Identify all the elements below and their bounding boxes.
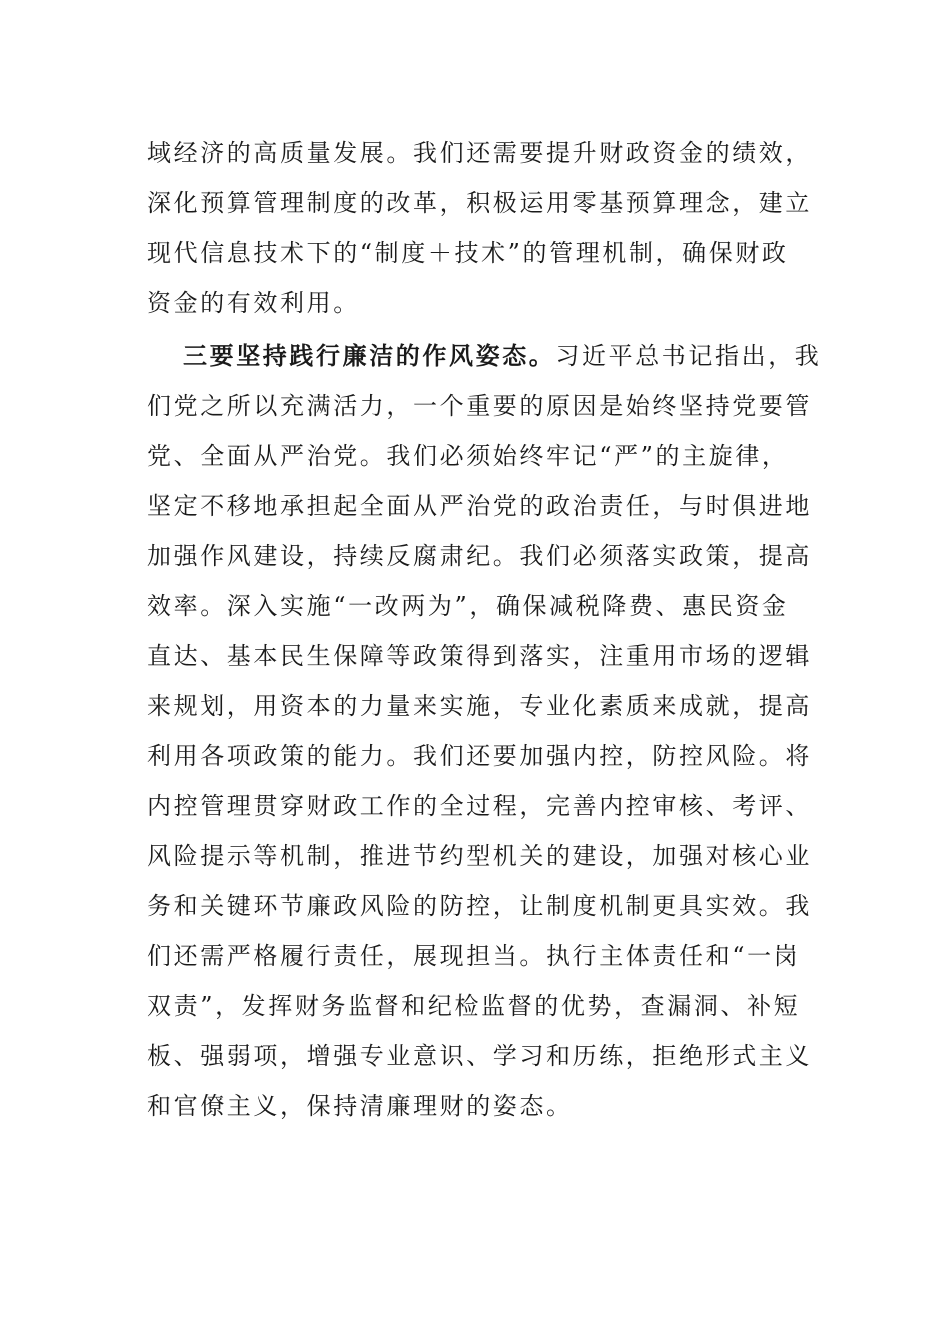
text-line: 直达、基本民生保障等政策得到落实，注重用市场的逻辑 — [147, 642, 812, 670]
text-line: 资金的有效利用。 — [147, 289, 360, 317]
text-line: 效率。深入实施“一改两为”，确保减税降费、惠民资金 — [147, 592, 789, 620]
text-line: 来规划，用资本的力量来实施，专业化素质来成就，提高 — [147, 692, 812, 720]
text-line: 双责”，发挥财务监督和纪检监督的优势，查漏洞、补短 — [147, 992, 801, 1020]
text-line: 板、强弱项，增强专业意识、学习和历练，拒绝形式主义 — [147, 1042, 812, 1070]
text-line: 坚定不移地承担起全面从严治党的政治责任，与时俱进地 — [147, 492, 812, 520]
text-line: 务和关键环节廉政风险的防控，让制度机制更具实效。我 — [147, 892, 812, 920]
text-line: 风险提示等机制，推进节约型机关的建设，加强对核心业 — [147, 842, 812, 870]
text-line: 域经济的高质量发展。我们还需要提升财政资金的绩效， — [147, 139, 812, 167]
text-line: 和官僚主义，保持清廉理财的姿态。 — [147, 1092, 573, 1120]
paragraph-2 — [147, 331, 822, 1131]
text-line: 利用各项政策的能力。我们还要加强内控，防控风险。将 — [147, 742, 812, 770]
document-body — [147, 128, 822, 1131]
text-line: 加强作风建设，持续反腐肃纪。我们必须落实政策，提高 — [147, 542, 812, 570]
text-line: 党、全面从严治党。我们必须始终牢记“严”的主旋律， — [147, 442, 789, 470]
paragraph-1 — [147, 128, 812, 328]
section-heading: 三要坚持践行廉洁的作风姿态。 — [183, 341, 556, 370]
text-fragment: 习近平总书记指出，我 — [555, 342, 822, 370]
text-line: 现代信息技术下的“制度＋技术”的管理机制，确保财政 — [147, 239, 789, 267]
text-line: 深化预算管理制度的改革，积极运用零基预算理念，建立 — [147, 189, 812, 217]
text-line: 们党之所以充满活力，一个重要的原因是始终坚持党要管 — [147, 392, 812, 420]
text-line: 内控管理贯穿财政工作的全过程，完善内控审核、考评、 — [147, 792, 812, 820]
text-line: 们还需严格履行责任，展现担当。执行主体责任和“一岗 — [147, 942, 801, 970]
paragraph-first-line — [147, 331, 822, 381]
